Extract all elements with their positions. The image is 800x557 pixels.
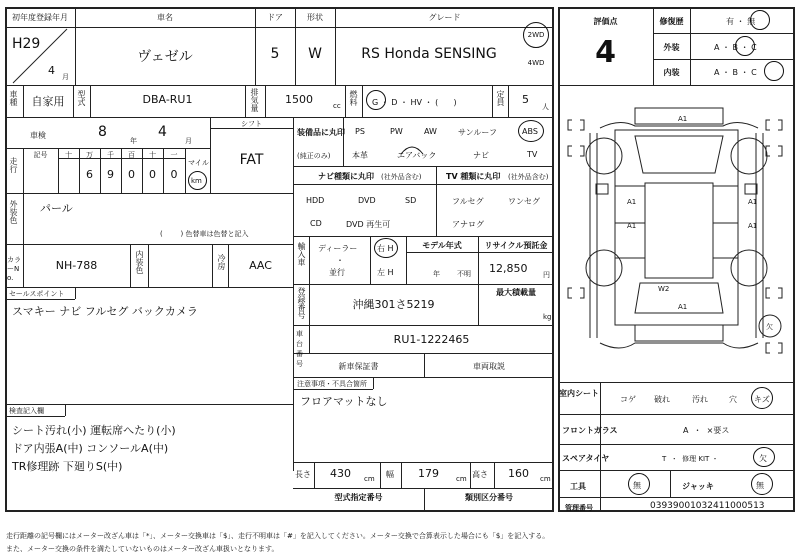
navi-dvd: DVD xyxy=(358,196,376,205)
name-label: 車名 xyxy=(157,13,173,22)
tv-analog: アナログ xyxy=(452,220,484,229)
chassis-value: RU1-1222465 xyxy=(393,333,470,346)
recycle-label: リサイクル預託金 xyxy=(484,241,548,250)
import-dot: ・ xyxy=(336,256,344,265)
jack-label: ジャッキ xyxy=(682,482,714,491)
ac-label: 冷房 xyxy=(217,254,226,270)
interior-score-label: 内装 xyxy=(663,68,680,77)
equip-tv: TV xyxy=(527,150,538,159)
year-value: H29 xyxy=(12,36,41,52)
digit-header-2: 万 xyxy=(86,151,93,159)
mileage-digit-2: 9 xyxy=(107,168,114,181)
model-year-year: 年 xyxy=(433,270,440,278)
selling-points-text: スマキー ナビ フルセグ バックカメラ xyxy=(12,305,198,318)
fuel-label: 燃料 xyxy=(349,90,358,106)
damage-mark-2: A1 xyxy=(627,198,637,206)
equip-sunroof: サンルーフ xyxy=(458,128,497,137)
exterior-label: 外装色 xyxy=(9,200,18,224)
windshield-label: フロントガラス xyxy=(562,426,618,435)
repair-none-circle xyxy=(750,10,770,30)
inspector-line-2: ドア内張A(中) コンソールA(中) xyxy=(12,442,169,455)
navi-label: ナビ種類に丸印 xyxy=(318,172,374,181)
inspector-label: 検査記入欄 xyxy=(9,407,44,415)
displacement-value: 1500 xyxy=(285,93,313,106)
inspection-label: 車検 xyxy=(30,131,46,140)
digit-header-5: 十 xyxy=(149,151,156,159)
chassis-label: 車台番号 xyxy=(296,330,303,368)
tv-oneseg: ワンセグ xyxy=(508,197,540,206)
shift-value: FAT xyxy=(239,152,264,168)
shape-value: W xyxy=(308,46,322,62)
navi-sub: (社外品含む) xyxy=(381,173,422,181)
import-left-h: 左 H xyxy=(377,268,394,277)
jack-value: 無 xyxy=(756,481,764,490)
interior-c-circle xyxy=(764,61,784,81)
damage-mark-5: A1 xyxy=(748,222,758,230)
door-label: ドア xyxy=(267,13,283,22)
equip-pw: PW xyxy=(390,127,403,136)
spare-missing: 欠 xyxy=(759,454,767,463)
seat-tear: 破れ xyxy=(654,395,670,404)
model-label: 型式 xyxy=(77,90,86,106)
exterior-b-circle xyxy=(735,36,755,56)
footer-line-1: 走行距離の記号欄にはメーター改ざん車は「*」、メーター交換車は「$」、走行不明車は「#」を記入してください。メーター交換で合算表示した場合にも「$」を記入する。 xyxy=(6,532,550,540)
grade-label: グレード xyxy=(428,13,461,22)
inspection-year: 8 xyxy=(98,124,107,140)
month-unit: 月 xyxy=(62,73,69,81)
exterior-color: パール xyxy=(40,202,73,215)
car-damage-diagram xyxy=(560,88,793,380)
length-label: 長さ xyxy=(295,470,311,479)
equip-leather: 本革 xyxy=(352,151,368,160)
interior-color-label: 内装色 xyxy=(135,250,144,274)
spare-label: スペアタイヤ xyxy=(562,454,610,463)
color-change-note: ( ) 色替車は色替と記入 xyxy=(160,230,249,238)
capacity-value: 5 xyxy=(522,93,529,106)
displacement-unit: cc xyxy=(333,102,341,110)
recycle-value: 12,850 xyxy=(489,262,528,275)
damage-mark-6: A1 xyxy=(678,303,688,311)
exterior-score-label: 外装 xyxy=(663,43,680,52)
color-no-value: NH-788 xyxy=(55,259,98,272)
inspector-line-1: シート汚れ(小) 運転席へたり(小) xyxy=(12,424,176,437)
type-label: 車種 xyxy=(9,90,18,106)
capacity-unit: 人 xyxy=(542,103,549,111)
length-value: 430 xyxy=(330,467,351,480)
equip-airbag: エアバック xyxy=(397,151,437,160)
mileage-digit-4: 0 xyxy=(149,168,156,181)
length-unit: cm xyxy=(364,475,375,483)
equip-abs: ABS xyxy=(522,127,538,136)
damage-mark-w2: W2 xyxy=(658,285,670,293)
year-label: 初年度登録年月 xyxy=(12,13,68,22)
equip-navi: ナビ xyxy=(473,151,489,160)
new-car-warranty: 新車保証書 xyxy=(338,362,379,371)
km-label: km xyxy=(191,177,202,185)
door-value: 5 xyxy=(270,46,280,62)
tv-sub: (社外品含む) xyxy=(508,173,549,181)
repair-label: 修復歴 xyxy=(659,17,684,26)
tv-fullseg: フルセグ xyxy=(452,197,484,206)
navi-dvd-play: DVD 再生可 xyxy=(346,220,391,229)
shape-label: 形状 xyxy=(307,13,323,22)
drive-4wd: 4WD xyxy=(527,59,545,67)
inspection-year-unit: 年 xyxy=(130,137,137,145)
inspection-month: 4 xyxy=(158,124,167,140)
digit-header-4: 百 xyxy=(128,151,135,159)
height-value: 160 xyxy=(508,467,529,480)
import-label: 輸入車 xyxy=(297,242,306,266)
model-value: DBA-RU1 xyxy=(142,93,193,106)
airbag-mark xyxy=(397,140,427,156)
model-year-unknown: 不明 xyxy=(457,270,471,278)
import-dealer: ディーラー xyxy=(318,244,358,253)
dent-mark: 欠 xyxy=(766,323,773,331)
recycle-unit: 円 xyxy=(543,271,550,279)
navi-cd: CD xyxy=(310,219,322,228)
max-load-label: 最大積載量 xyxy=(496,288,536,297)
height-label: 高さ xyxy=(472,470,488,479)
score-value: 4 xyxy=(595,35,616,70)
seat-label: 室内シート xyxy=(559,389,599,398)
mileage-label: 走行 xyxy=(9,157,18,173)
damage-mark-4: A1 xyxy=(627,222,637,230)
interior-score-options: A ・ B ・ C xyxy=(714,68,757,77)
model-year-label: モデル年式 xyxy=(422,241,462,250)
registration-value: 沖縄301さ5219 xyxy=(352,298,435,311)
color-no-label: カラーNo. xyxy=(7,256,21,282)
mileage-digit-5: 0 xyxy=(170,168,178,181)
fuel-options: G ・ D ・ HV ・ ( ) xyxy=(372,98,457,107)
usage-value: 自家用 xyxy=(31,95,65,108)
fuel-g-circle xyxy=(366,90,386,110)
seat-scratch: キズ xyxy=(754,395,770,404)
width-value: 179 xyxy=(418,467,439,480)
damage-mark-1: A1 xyxy=(678,115,688,123)
drive-2wd: 2WD xyxy=(527,31,545,39)
mileage-digit-1: 6 xyxy=(86,168,93,181)
max-load-unit: kg xyxy=(543,313,552,321)
width-unit: cm xyxy=(456,475,467,483)
seat-hole: 穴 xyxy=(729,395,737,404)
ac-value: AAC xyxy=(249,259,272,272)
class-number-label: 類別区分番号 xyxy=(465,493,513,502)
shift-label: シフト xyxy=(241,120,262,128)
management-label: 管理番号 xyxy=(565,504,593,512)
mile-label: マイル xyxy=(188,159,209,167)
width-label: 幅 xyxy=(386,470,394,479)
equip-aw: AW xyxy=(424,127,437,136)
displacement-label: 排気量 xyxy=(250,88,259,112)
type-designation-label: 型式指定番号 xyxy=(334,493,383,502)
equip-ps: PS xyxy=(355,127,365,136)
footer-line-2: また、メーター交換の条件を満たしていないものはメーター改ざん車扱いとなります。 xyxy=(6,545,279,553)
notes-text: フロアマットなし xyxy=(300,395,388,408)
vehicle-manual: 車両取説 xyxy=(473,362,505,371)
tools-label: 工具 xyxy=(570,482,586,491)
import-right-h: 右 H xyxy=(377,244,394,253)
tv-label: TV 種類に丸印 xyxy=(446,172,501,181)
digit-header-3: 千 xyxy=(107,151,114,159)
capacity-label: 定員 xyxy=(496,90,505,106)
name-value: ヴェゼル xyxy=(137,49,193,65)
digit-header-6: 一 xyxy=(170,151,178,159)
repair-options: 有 ・ 無 xyxy=(726,17,756,26)
digit-header-1: 十 xyxy=(65,151,72,159)
seat-stain: 汚れ xyxy=(692,395,708,404)
equipment-label: 装備品に丸印 xyxy=(297,128,345,137)
windshield-options: A ・ ×要ス xyxy=(683,426,730,435)
damage-mark-3: A1 xyxy=(748,198,758,206)
selling-points-label: セールスポイント xyxy=(9,290,65,298)
import-parallel: 並行 xyxy=(329,268,345,277)
management-value: 03939001032411000513 xyxy=(650,501,765,511)
equipment-sublabel: (純正のみ) xyxy=(297,152,331,160)
navi-sd: SD xyxy=(405,196,417,205)
registration-label: 登録番号 xyxy=(297,287,306,319)
navi-hdd: HDD xyxy=(306,196,325,205)
seat-burn: コゲ xyxy=(620,395,636,404)
tools-value: 無 xyxy=(633,481,641,490)
grade-value: RS Honda SENSING xyxy=(361,46,497,62)
exterior-score-options: A ・ B ・ C xyxy=(714,43,757,52)
month-value: 4 xyxy=(48,64,55,77)
mileage-digit-3: 0 xyxy=(128,168,135,181)
height-unit: cm xyxy=(540,475,551,483)
notes-label: 注意事項・不具合箇所 xyxy=(297,380,367,388)
inspector-line-3: TR修理跡 下廻りS(中) xyxy=(12,460,123,473)
score-label: 評価点 xyxy=(593,17,618,26)
mileage-sublabel: 記号 xyxy=(33,151,48,159)
inspection-month-unit: 月 xyxy=(185,137,192,145)
spare-options: T ・ 修理 KIT ・ xyxy=(662,455,719,463)
